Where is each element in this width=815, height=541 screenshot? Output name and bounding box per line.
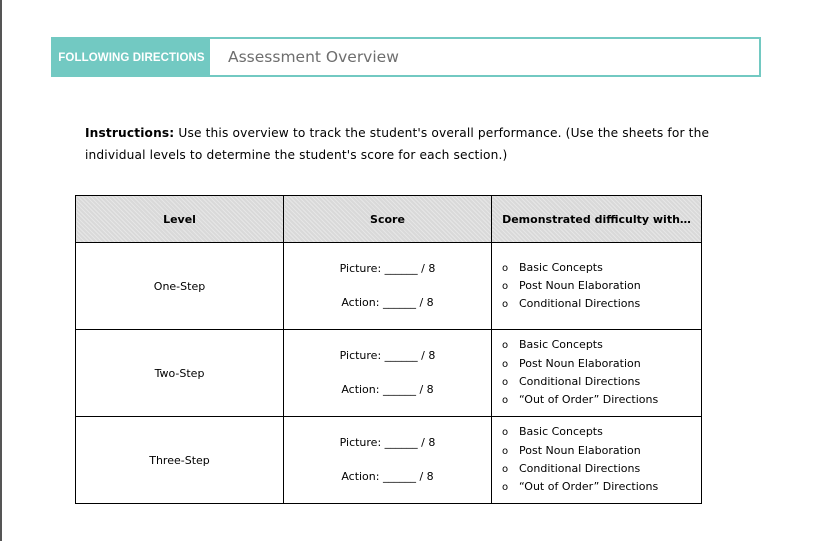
section-tag: FOLLOWING DIRECTIONS — [53, 39, 210, 75]
difficulty-label: Conditional Directions — [519, 297, 641, 311]
column-header-level: Level — [76, 196, 284, 243]
difficulty-item[interactable] — [502, 295, 701, 313]
difficulty-cell — [492, 243, 702, 330]
difficulty-label: Post Noun Elaboration — [519, 356, 641, 370]
difficulty-item[interactable] — [502, 423, 701, 441]
difficulty-label: Basic Concepts — [519, 425, 603, 439]
column-header-score: Score — [284, 196, 492, 243]
picture-score-field[interactable]: Picture: ______ / 8 — [339, 436, 436, 449]
open-circle-icon[interactable]: o — [502, 464, 509, 475]
open-circle-icon[interactable]: o — [502, 358, 509, 370]
table-row — [76, 330, 702, 417]
difficulty-label: Basic Concepts — [519, 260, 603, 274]
picture-score-field[interactable]: Picture: ______ / 8 — [339, 349, 436, 362]
instructions — [85, 122, 735, 166]
open-circle-icon[interactable]: o — [502, 482, 509, 494]
difficulty-item[interactable] — [502, 336, 701, 354]
action-score-field[interactable]: Action: ______ / 8 — [341, 470, 434, 483]
column-header-difficulty: Demonstrated difficulty with… — [492, 196, 702, 243]
open-circle-icon[interactable]: o — [502, 377, 509, 388]
open-circle-icon[interactable]: o — [502, 427, 509, 439]
difficulty-item[interactable] — [502, 277, 701, 295]
difficulty-item[interactable] — [502, 391, 701, 409]
difficulty-label: Conditional Directions — [519, 375, 641, 388]
difficulty-label: Basic Concepts — [519, 338, 603, 352]
difficulty-item[interactable] — [502, 460, 701, 478]
table-row — [76, 243, 702, 330]
open-circle-icon[interactable]: o — [502, 280, 509, 292]
difficulty-label: “Out of Order” Directions — [519, 480, 659, 494]
difficulty-cell — [492, 417, 702, 504]
difficulty-item[interactable] — [502, 355, 701, 373]
picture-score-field[interactable]: Picture: ______ / 8 — [339, 262, 436, 275]
difficulty-list — [492, 259, 701, 314]
score-cell — [284, 243, 492, 330]
score-cell — [284, 417, 492, 504]
table-row — [76, 417, 702, 504]
page-left-border — [0, 0, 2, 541]
level-cell: Three-Step — [76, 417, 284, 504]
assessment-table — [75, 195, 702, 504]
difficulty-label: “Out of Order” Directions — [519, 393, 659, 407]
difficulty-item[interactable] — [502, 259, 701, 277]
action-score-field[interactable]: Action: ______ / 8 — [341, 296, 434, 309]
difficulty-cell — [492, 330, 702, 417]
instructions-lead: Instructions: — [85, 126, 175, 140]
action-score-field[interactable]: Action: ______ / 8 — [341, 383, 434, 396]
open-circle-icon[interactable]: o — [502, 262, 509, 274]
difficulty-label: Post Noun Elaboration — [519, 278, 641, 292]
level-cell: One-Step — [76, 243, 284, 330]
open-circle-icon[interactable]: o — [502, 340, 509, 352]
section-header — [51, 37, 761, 77]
open-circle-icon[interactable]: o — [502, 299, 509, 311]
difficulty-label: Conditional Directions — [519, 462, 641, 475]
score-cell — [284, 330, 492, 417]
difficulty-item[interactable] — [502, 442, 701, 460]
page-title: Assessment Overview — [228, 48, 399, 66]
difficulty-item[interactable] — [502, 373, 701, 391]
open-circle-icon[interactable]: o — [502, 395, 509, 407]
table-header-row — [76, 196, 702, 243]
difficulty-item[interactable] — [502, 478, 701, 496]
open-circle-icon[interactable]: o — [502, 445, 509, 457]
instructions-text: Use this overview to track the student's overall performance. (Use the sheets for the individual levels to determine the student's score for each section.) — [85, 126, 710, 162]
level-cell: Two-Step — [76, 330, 284, 417]
difficulty-list — [492, 336, 701, 409]
difficulty-label: Post Noun Elaboration — [519, 443, 641, 457]
difficulty-list — [492, 423, 701, 496]
